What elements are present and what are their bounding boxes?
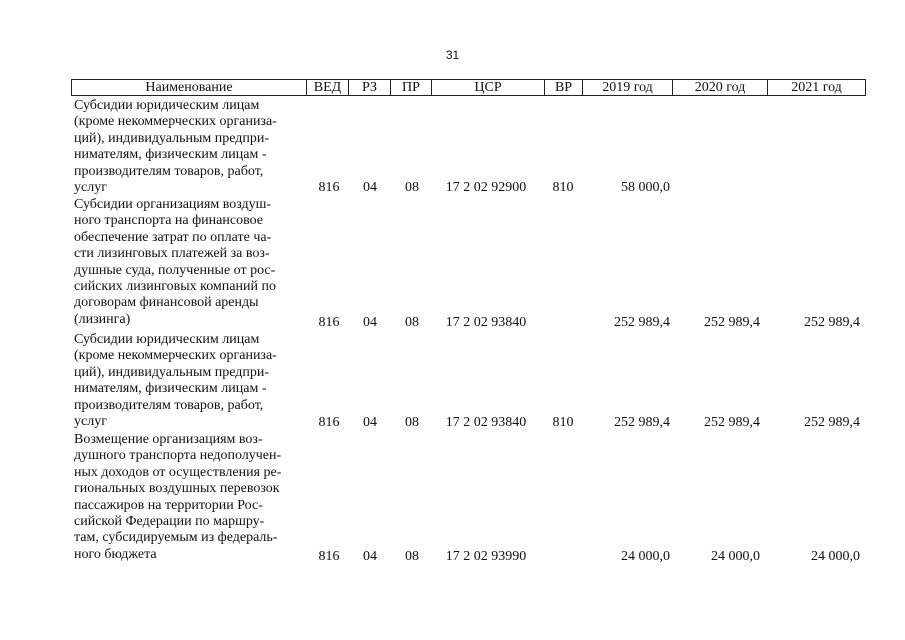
row-2021: 24 000,0 bbox=[811, 549, 860, 564]
row-2019: 24 000,0 bbox=[621, 549, 670, 564]
row-csr: 17 2 02 93840 bbox=[445, 415, 527, 430]
row-vr: 810 bbox=[552, 415, 574, 430]
header-csr: ЦСР bbox=[432, 80, 545, 95]
row-2020: 252 989,4 bbox=[704, 415, 760, 430]
row-name: Субсидии юридическим лицам (кроме некоммерческих организа- ций), индивидуальным предпри- нимателям, физическим лицам - производителям товаров, работ, услуг bbox=[74, 98, 277, 196]
row-rz: 04 bbox=[363, 415, 377, 430]
row-pr: 08 bbox=[405, 549, 419, 564]
row-2020: 252 989,4 bbox=[704, 315, 760, 330]
row-vr: 810 bbox=[552, 180, 574, 195]
table-header bbox=[71, 79, 866, 96]
row-pr: 08 bbox=[405, 415, 419, 430]
row-2021: 252 989,4 bbox=[804, 415, 860, 430]
row-ved: 816 bbox=[318, 180, 340, 195]
page-number: 31 bbox=[445, 48, 460, 62]
header-2021: 2021 год bbox=[791, 80, 842, 95]
row-rz: 04 bbox=[363, 315, 377, 330]
row-2021: 252 989,4 bbox=[804, 315, 860, 330]
header-pr: ПР bbox=[391, 80, 432, 95]
row-name: Субсидии организациям воздуш- ного транспорта на финансовое обеспечение затрат по оплате ча- сти лизинговых платежей за воз- душные суда, полученные от рос- сийских лизинговых компаний по договорам финансовой аренды (лизинга) bbox=[74, 197, 276, 327]
header-vr: ВР bbox=[545, 80, 583, 95]
row-ved: 816 bbox=[318, 549, 340, 564]
header-name: Наименование bbox=[72, 80, 307, 95]
row-2020: 24 000,0 bbox=[711, 549, 760, 564]
row-ved: 816 bbox=[318, 415, 340, 430]
header-ved: ВЕД bbox=[307, 80, 349, 95]
row-csr: 17 2 02 93990 bbox=[445, 549, 527, 564]
row-csr: 17 2 02 92900 bbox=[445, 180, 527, 195]
row-2019: 252 989,4 bbox=[614, 315, 670, 330]
row-rz: 04 bbox=[363, 180, 377, 195]
header-rz: РЗ bbox=[349, 80, 391, 95]
row-2019: 252 989,4 bbox=[614, 415, 670, 430]
row-ved: 816 bbox=[318, 315, 340, 330]
row-name: Возмещение организациям воз- душного транспорта недополучен- ных доходов от осуществления ре- гиональных воздушных перевозок пассажиров на территории Рос- сийской Федерации по маршру- там, субсидируемым из федераль- ного бюджета bbox=[74, 432, 282, 562]
row-name: Субсидии юридическим лицам (кроме некоммерческих организа- ций), индивидуальным предпри- нимателям, физическим лицам - производителям товаров, работ, услуг bbox=[74, 332, 277, 430]
row-2019: 58 000,0 bbox=[621, 180, 670, 195]
row-pr: 08 bbox=[405, 180, 419, 195]
header-2019: 2019 год bbox=[583, 80, 673, 95]
row-csr: 17 2 02 93840 bbox=[445, 315, 527, 330]
row-pr: 08 bbox=[405, 315, 419, 330]
row-rz: 04 bbox=[363, 549, 377, 564]
header-2020: 2020 год bbox=[673, 80, 768, 95]
